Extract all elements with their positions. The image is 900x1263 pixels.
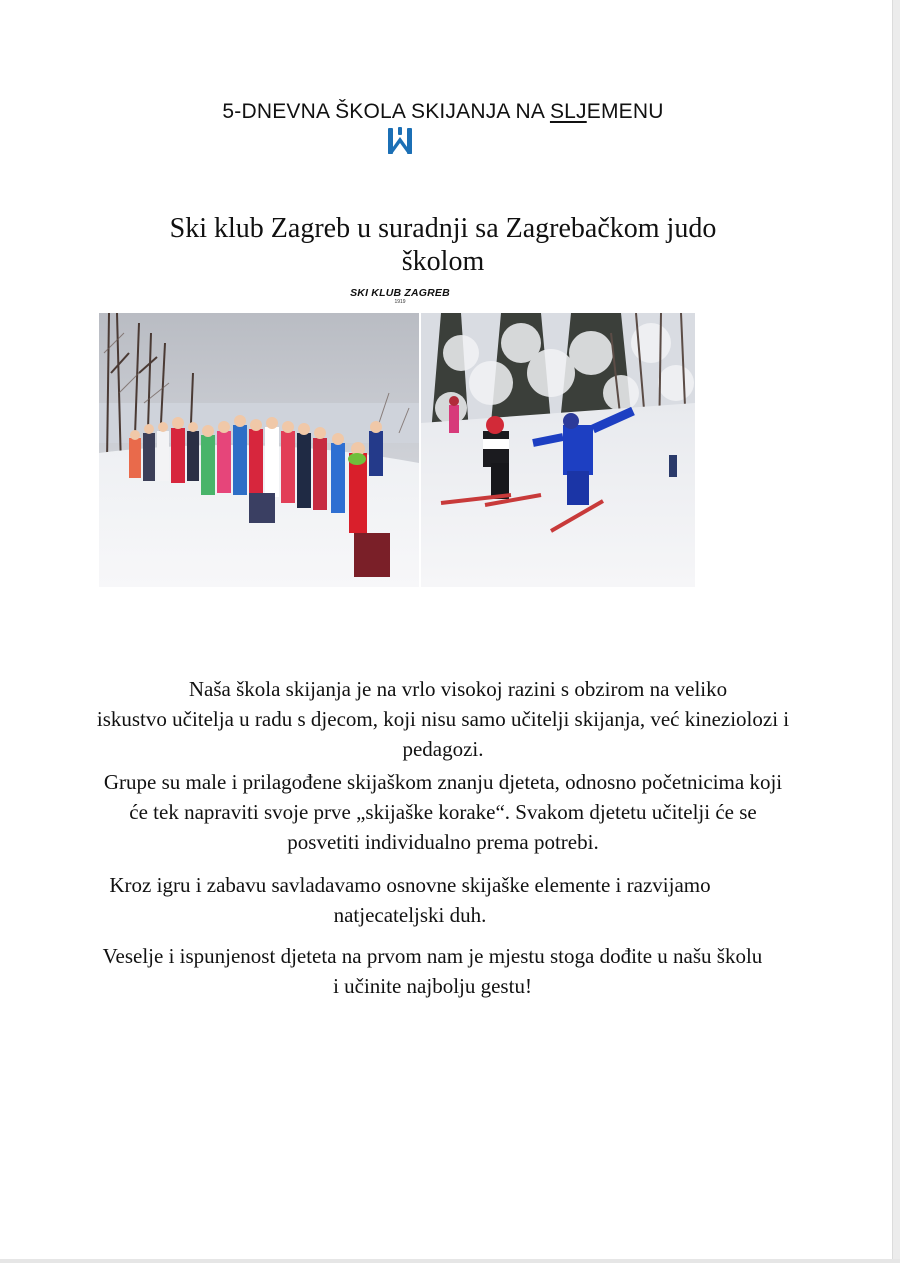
ski-klub-zagreb-logo [330, 126, 470, 305]
logo-text: SKI KLUB ZAGREB [350, 287, 450, 299]
document-subtitle: Ski klub Zagreb u suradnji sa Zagrebačkom judo školom [169, 213, 717, 277]
page-edge [892, 0, 900, 1263]
logo-year: 1919 [394, 299, 406, 305]
page-bottom-edge [0, 1259, 900, 1263]
ski-klub-emblem-icon [330, 126, 470, 166]
paragraph-school-quality [95, 674, 791, 764]
paragraph-school-quality-first-line: Naša škola skijanja je na vrlo visokoj razini s obzirom na veliko [188, 677, 728, 701]
paragraph-school-quality-rest: iskustvo učitelja u radu s djecom, koji nisu samo učitelji skijanja, već kineziolozi i pedagozi. [96, 707, 790, 761]
heading-text-start: 5-DNEVNA ŠKOLA SKIJANJA NA [222, 100, 550, 123]
paragraph-play-and-fun: Kroz igru i zabavu savladavamo osnovne skijaške elemente i razvijamo natjecateljski duh. [109, 873, 711, 927]
heading-underlined-text: SLJ [549, 100, 587, 123]
document-heading [0, 100, 886, 124]
group-of-children-skiers-photo [99, 313, 419, 587]
heading-text-end: EMENU [586, 100, 664, 123]
paragraph-child-happiness: Veselje i ispunjenost djeteta na prvom nam je mjestu stoga dođite u našu školu i učinite najbolju gestu! [102, 944, 763, 998]
ski-instructor-with-child-photo [421, 313, 695, 587]
paragraph-small-groups: Grupe su male i prilagođene skijaškom znanju djeteta, odnosno početnicima koji će tek napraviti svoje prve „skijaške korake“. Svakom djetetu učitelji će se posvetiti individualno prema potrebi. [103, 770, 783, 854]
